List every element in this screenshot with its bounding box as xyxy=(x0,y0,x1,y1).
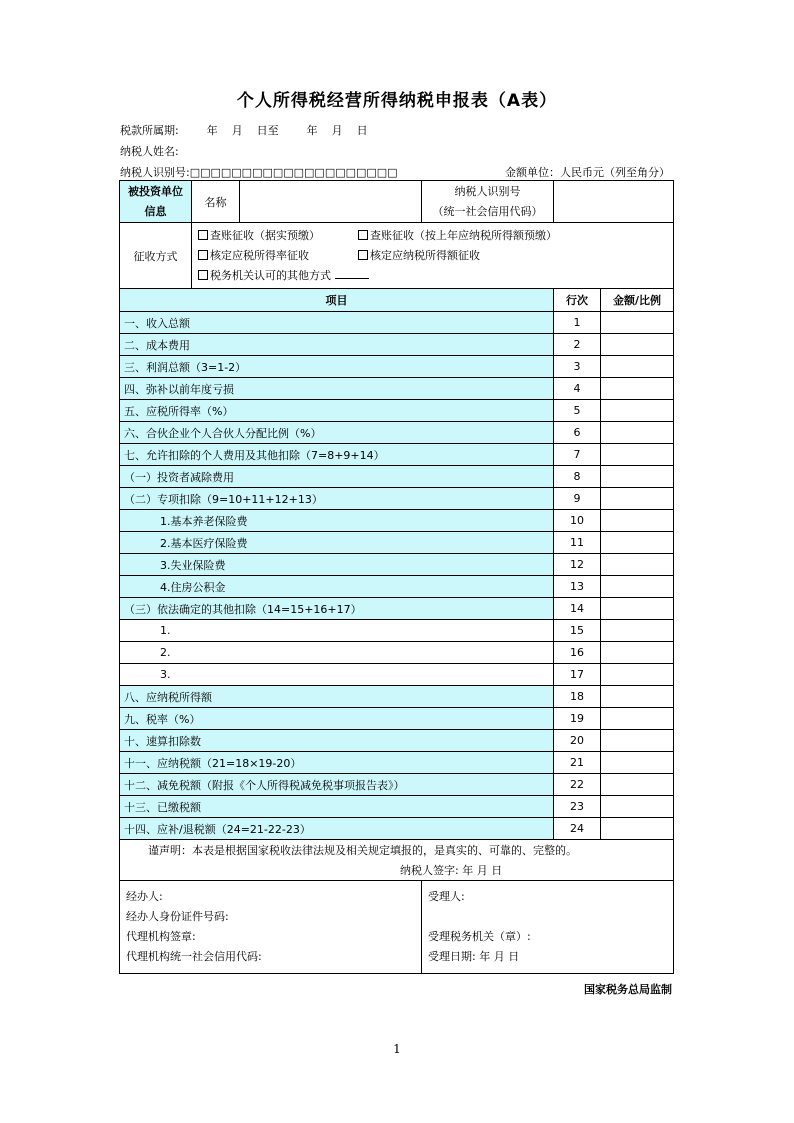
checkbox-icon[interactable] xyxy=(198,230,208,240)
other-method-blank[interactable] xyxy=(335,278,369,279)
row-amount-input[interactable] xyxy=(601,774,674,796)
row-amount-input[interactable] xyxy=(601,752,674,774)
column-header-row xyxy=(120,289,674,312)
row-line-number: 24 xyxy=(554,818,601,840)
table-row xyxy=(120,598,674,620)
row-item-label: 四、弥补以前年度亏损 xyxy=(120,378,554,400)
row-line-number: 23 xyxy=(554,796,601,818)
agent-section xyxy=(120,881,422,974)
row-item-label: 八、应纳税所得额 xyxy=(120,686,554,708)
invested-unit-label: 被投资单位信息 xyxy=(120,181,192,223)
receiver-person[interactable]: 受理人: xyxy=(428,890,465,903)
table-row xyxy=(120,554,674,576)
table-row xyxy=(120,444,674,466)
row-amount-input[interactable] xyxy=(601,818,674,840)
checkbox-icon[interactable] xyxy=(198,250,208,260)
column-header-line: 行次 xyxy=(554,289,601,312)
row-amount-input[interactable] xyxy=(601,598,674,620)
row-line-number: 16 xyxy=(554,642,601,664)
table-row xyxy=(120,752,674,774)
row-item-label: 3.失业保险费 xyxy=(120,554,554,576)
row-amount-input[interactable] xyxy=(601,686,674,708)
row-line-number: 1 xyxy=(554,312,601,334)
declaration-text: 谨声明：本表是根据国家税收法律法规及相关规定填报的，是真实的、可靠的、完整的。 xyxy=(120,840,674,861)
row-line-number: 12 xyxy=(554,554,601,576)
tax-period xyxy=(120,122,368,138)
row-line-number: 2 xyxy=(554,334,601,356)
row-amount-input[interactable] xyxy=(601,532,674,554)
receiver-section xyxy=(422,881,674,974)
row-amount-input[interactable] xyxy=(601,444,674,466)
taxpayer-signature[interactable]: 纳税人签字: 年 月 日 xyxy=(120,860,674,881)
invested-name-label: 名称 xyxy=(192,181,240,223)
row-item-label: （三）依法确定的其他扣除（14=15+16+17） xyxy=(120,598,554,620)
row-line-number: 8 xyxy=(554,466,601,488)
row-item-label: 十二、减免税额（附报《个人所得税减免税事项报告表》） xyxy=(120,774,554,796)
row-item-label: 九、税率（%） xyxy=(120,708,554,730)
row-amount-input[interactable] xyxy=(601,466,674,488)
row-item-label: 1. xyxy=(120,620,554,642)
row-item-label: 1.基本养老保险费 xyxy=(120,510,554,532)
row-line-number: 7 xyxy=(554,444,601,466)
agent-handler[interactable]: 经办人: xyxy=(126,890,163,903)
row-line-number: 17 xyxy=(554,664,601,686)
row-item-label: （二）专项扣除（9=10+11+12+13） xyxy=(120,488,554,510)
table-row xyxy=(120,774,674,796)
table-row xyxy=(120,378,674,400)
declaration-row xyxy=(120,840,674,861)
invested-id-input[interactable] xyxy=(554,181,674,223)
taxpayer-id-boxes[interactable]: □□□□□□□□□□□□□□□□□□□□ xyxy=(189,166,398,179)
row-line-number: 11 xyxy=(554,532,601,554)
collection-options xyxy=(192,223,674,289)
row-amount-input[interactable] xyxy=(601,356,674,378)
row-amount-input[interactable] xyxy=(601,334,674,356)
invested-id-label-line1: 纳税人识别号 xyxy=(454,184,521,198)
column-header-item: 项目 xyxy=(120,289,554,312)
taxpayer-name xyxy=(120,143,179,159)
row-amount-input[interactable] xyxy=(601,664,674,686)
declaration-form-table xyxy=(119,180,674,974)
taxpayer-id-label: 纳税人识别号: xyxy=(120,166,190,179)
option-other-method[interactable]: 税务机关认可的其他方式 xyxy=(198,269,369,282)
row-item-label: 3. xyxy=(120,664,554,686)
row-item-label: （一）投资者减除费用 xyxy=(120,466,554,488)
supervisor-note: 国家税务总局监制 xyxy=(584,983,672,996)
row-item-label: 十一、应纳税额（21=18×19-20） xyxy=(120,752,554,774)
agent-credit-code[interactable]: 代理机构统一社会信用代码: xyxy=(126,950,262,963)
option-assessed-rate[interactable]: 核定应税所得率征收 xyxy=(198,246,358,266)
row-item-label: 2.基本医疗保险费 xyxy=(120,532,554,554)
invested-unit-row xyxy=(120,181,674,223)
table-row xyxy=(120,642,674,664)
row-item-label: 十、速算扣除数 xyxy=(120,730,554,752)
row-item-label: 十三、已缴税额 xyxy=(120,796,554,818)
row-amount-input[interactable] xyxy=(601,796,674,818)
invested-id-label xyxy=(422,181,554,223)
row-item-label: 二、成本费用 xyxy=(120,334,554,356)
row-item-label: 三、利润总额（3=1-2） xyxy=(120,356,554,378)
row-amount-input[interactable] xyxy=(601,642,674,664)
table-row xyxy=(120,312,674,334)
checkbox-icon[interactable] xyxy=(358,230,368,240)
agent-id-number[interactable]: 经办人身份证件号码: xyxy=(126,910,229,923)
row-line-number: 3 xyxy=(554,356,601,378)
table-row xyxy=(120,730,674,752)
table-row xyxy=(120,422,674,444)
agent-receiver-row xyxy=(120,881,674,974)
taxpayer-name-label: 纳税人姓名: xyxy=(120,145,179,158)
checkbox-icon[interactable] xyxy=(358,250,368,260)
option-assessed-income[interactable]: 核定应纳税所得额征收 xyxy=(358,249,480,262)
collection-method-label: 征收方式 xyxy=(120,223,192,289)
table-row xyxy=(120,796,674,818)
signature-row xyxy=(120,860,674,881)
receiver-tax-office[interactable]: 受理税务机关（章）: xyxy=(428,930,531,943)
table-row xyxy=(120,532,674,554)
row-item-label: 七、允许扣除的个人费用及其他扣除（7=8+9+14） xyxy=(120,444,554,466)
table-row xyxy=(120,664,674,686)
table-row xyxy=(120,510,674,532)
row-amount-input[interactable] xyxy=(601,554,674,576)
row-item-label: 4.住房公积金 xyxy=(120,576,554,598)
table-row xyxy=(120,488,674,510)
table-row xyxy=(120,466,674,488)
table-row xyxy=(120,334,674,356)
option-actual-prepay[interactable]: 查账征收（据实预缴） xyxy=(198,226,358,246)
row-line-number: 5 xyxy=(554,400,601,422)
row-amount-input[interactable] xyxy=(601,312,674,334)
row-line-number: 10 xyxy=(554,510,601,532)
row-amount-input[interactable] xyxy=(601,510,674,532)
row-amount-input[interactable] xyxy=(601,422,674,444)
row-item-label: 一、收入总额 xyxy=(120,312,554,334)
row-line-number: 15 xyxy=(554,620,601,642)
table-row xyxy=(120,708,674,730)
amount-unit: 金额单位：人民币元（列至角分） xyxy=(505,166,670,179)
table-row xyxy=(120,686,674,708)
tax-period-value[interactable]: 年 月 日至 年 月 日 xyxy=(206,124,368,137)
option-last-year-prepay[interactable]: 查账征收（按上年应纳税所得额预缴） xyxy=(358,229,557,242)
receiver-date[interactable]: 受理日期: 年 月 日 xyxy=(428,950,520,963)
row-amount-input[interactable] xyxy=(601,488,674,510)
column-header-amount: 金额/比例 xyxy=(601,289,674,312)
row-line-number: 4 xyxy=(554,378,601,400)
form-title: 个人所得税经营所得纳税申报表（A表） xyxy=(236,91,558,111)
row-line-number: 9 xyxy=(554,488,601,510)
row-item-label: 六、合伙企业个人合伙人分配比例（%） xyxy=(120,422,554,444)
table-row xyxy=(120,818,674,840)
row-item-label: 五、应税所得率（%） xyxy=(120,400,554,422)
row-amount-input[interactable] xyxy=(601,400,674,422)
invested-id-label-line2: （统一社会信用代码） xyxy=(432,204,543,218)
row-amount-input[interactable] xyxy=(601,576,674,598)
row-amount-input[interactable] xyxy=(601,620,674,642)
row-amount-input[interactable] xyxy=(601,730,674,752)
table-row xyxy=(120,620,674,642)
row-line-number: 19 xyxy=(554,708,601,730)
row-amount-input[interactable] xyxy=(601,378,674,400)
row-line-number: 22 xyxy=(554,774,601,796)
row-line-number: 14 xyxy=(554,598,601,620)
taxpayer-id xyxy=(120,164,398,180)
table-row xyxy=(120,576,674,598)
row-amount-input[interactable] xyxy=(601,708,674,730)
collection-method-row xyxy=(120,223,674,289)
table-row xyxy=(120,400,674,422)
row-line-number: 6 xyxy=(554,422,601,444)
row-line-number: 13 xyxy=(554,576,601,598)
row-line-number: 18 xyxy=(554,686,601,708)
table-row xyxy=(120,356,674,378)
row-item-label: 十四、应补/退税额（24=21-22-23） xyxy=(120,818,554,840)
page-number: 1 xyxy=(393,1042,401,1056)
row-item-label: 2. xyxy=(120,642,554,664)
tax-period-label: 税款所属期: xyxy=(120,124,179,137)
row-line-number: 21 xyxy=(554,752,601,774)
agent-seal[interactable]: 代理机构签章: xyxy=(126,930,196,943)
invested-name-input[interactable] xyxy=(240,181,422,223)
row-line-number: 20 xyxy=(554,730,601,752)
checkbox-icon[interactable] xyxy=(198,270,208,280)
